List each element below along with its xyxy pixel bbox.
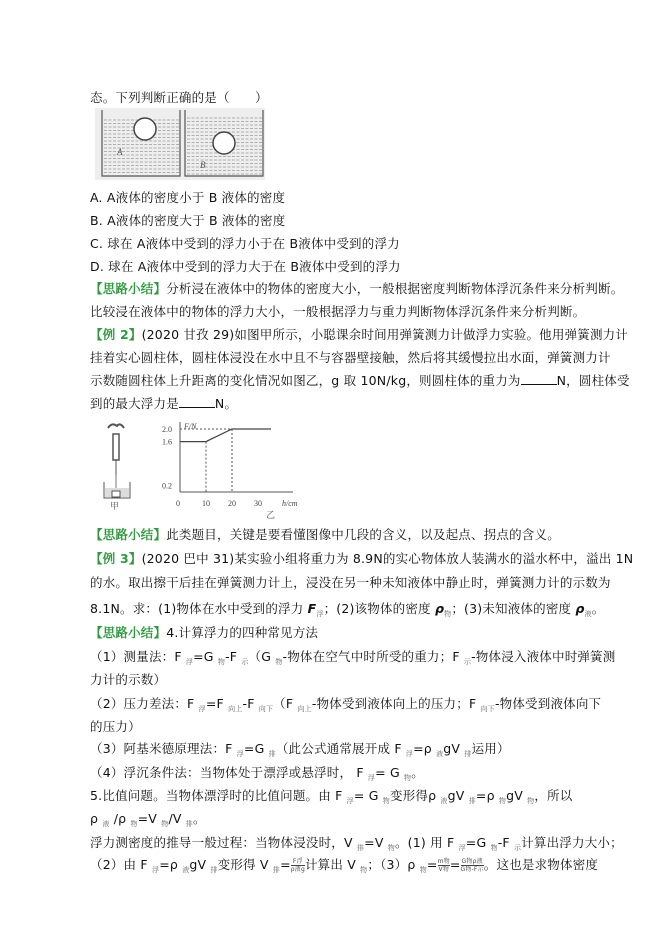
text-segment: 。(1) 用 F — [394, 835, 459, 850]
text-segment: = — [449, 857, 461, 872]
text-segment: （G — [248, 649, 276, 664]
text-segment: A. A液体的密度小于 B 液体的密度 — [90, 190, 286, 205]
text-segment: 力计的示数） — [90, 672, 167, 687]
text-segment: ρ — [90, 811, 103, 826]
text-segment: ρ — [575, 601, 585, 616]
section-tag: 【例 3】 — [90, 551, 142, 566]
text-segment: = G — [353, 788, 383, 803]
answer-blank — [179, 397, 215, 408]
text-segment: N。 — [214, 396, 238, 411]
label-yi: 乙 — [266, 510, 276, 520]
text-segment: =F — [205, 696, 229, 711]
text-segment: ；(3)未知液体的密度 — [451, 601, 576, 616]
subscript: 浮 — [316, 610, 324, 618]
text-line — [90, 786, 572, 806]
fraction-num: F浮 — [291, 858, 305, 866]
subscript: 物 — [404, 774, 412, 782]
subscript: 浮 — [346, 797, 354, 805]
fraction-den: ρ液g — [290, 866, 305, 873]
fraction — [461, 858, 484, 873]
text-segment: gV — [447, 788, 469, 803]
fraction — [291, 858, 305, 873]
text-segment: B. A液体的密度大于 B 液体的密度 — [90, 213, 286, 228]
text-line — [90, 739, 510, 759]
text-segment: 5.比值问题。当物体漂浮时的比值问题。由 F — [90, 788, 347, 803]
section-tag: 【思路小结】 — [90, 281, 167, 296]
subscript: 向下 — [258, 705, 274, 713]
text-line — [90, 302, 585, 320]
subscript: 排 — [356, 844, 365, 852]
text-segment: 浮力测密度的推导一般过程：当物体浸没时，V — [90, 835, 357, 850]
subscript: 浮 — [236, 750, 244, 758]
subscript: 液 — [584, 610, 592, 618]
text-segment: -F — [497, 835, 514, 850]
text-line — [90, 647, 616, 667]
text-segment: =ρ — [475, 788, 499, 803]
text-segment: 。 — [591, 601, 605, 616]
text-line — [90, 549, 633, 567]
text-segment: -物体受到液体向下 — [494, 696, 602, 711]
subscript: 液 — [436, 750, 444, 758]
subscript: 液 — [440, 797, 448, 805]
text-line — [90, 809, 206, 829]
text-line — [90, 348, 611, 366]
fraction-num: G物ρ液 — [461, 858, 483, 865]
text-line — [90, 717, 141, 735]
text-segment: =V — [364, 835, 388, 850]
text-line — [90, 599, 604, 619]
text-segment: 变形得 V — [217, 857, 273, 872]
x-axis-label: h/cm — [282, 499, 298, 508]
subscript: 向上 — [228, 705, 243, 713]
x-tick-label: 20 — [228, 499, 236, 508]
text-line — [90, 279, 623, 297]
text-segment: 态。下列判断正确的是（ ） — [90, 90, 268, 105]
subscript: 向下 — [480, 705, 495, 713]
text-segment: gV — [506, 788, 528, 803]
text-segment: D. 球在 A液体中受到的浮力大于在 B液体中受到的浮力 — [90, 259, 401, 274]
text-segment: 运用） — [471, 741, 510, 756]
y-axis-label: F/N — [184, 422, 197, 431]
text-segment: （此公式通常展开成 F — [275, 741, 406, 756]
text-segment: -物体在空气中时所受的重力；F — [282, 649, 464, 664]
text-line — [90, 394, 237, 412]
subscript: 液 — [182, 866, 190, 874]
section-tag: 【例 2】 — [90, 327, 142, 342]
subscript: 浮 — [405, 750, 414, 758]
subscript: 示 — [514, 844, 522, 852]
subscript: 物 — [275, 658, 283, 666]
text-line — [90, 234, 400, 252]
subscript: 物 — [382, 797, 390, 805]
subscript: 浮 — [152, 866, 160, 874]
text-segment: =G — [465, 835, 491, 850]
subscript: 排 — [185, 820, 193, 828]
subscript: 物 — [527, 797, 535, 805]
text-segment: =ρ — [413, 741, 437, 756]
subscript: 物 — [387, 844, 395, 852]
fraction — [438, 858, 450, 873]
text-segment: 的水。取出擦干后挂在弹簧测力计上，浸没在另一种未知液体中静止时，弹簧测力计的示数为 — [90, 575, 611, 590]
text-segment: -F — [225, 649, 242, 664]
text-segment: = — [426, 857, 438, 872]
text-segment: ，所以 — [534, 788, 573, 803]
subscript: 排 — [468, 797, 476, 805]
y-tick-label: 0.2 — [162, 481, 172, 491]
text-segment: (2020 巴中 31)某实验小组将重力为 8.9N的实心物体放人装满水的溢水杯中，溢出 1N — [141, 551, 634, 566]
text-segment: 。 — [411, 765, 424, 780]
text-line — [90, 325, 628, 343]
text-line — [90, 88, 268, 106]
subscript: 排 — [464, 750, 472, 758]
force-height-graph — [160, 420, 310, 520]
text-segment: -F — [242, 696, 259, 711]
subscript: 物 — [161, 820, 169, 828]
text-line — [90, 623, 318, 641]
subscript: 物 — [498, 797, 507, 805]
text-segment: 比较浸在液体中的物体的浮力大小，一般根据浮力与重力判断物体浮沉条件来分析判断。 — [90, 304, 586, 319]
fraction-den: G物-F示 — [460, 866, 484, 873]
answer-blank — [521, 374, 557, 385]
text-segment: 4.计算浮力的四种常见方法 — [166, 625, 319, 640]
text-segment: F — [307, 601, 317, 616]
subscript: 物 — [419, 866, 427, 874]
text-segment: 。 — [192, 811, 206, 826]
subscript: 示 — [463, 658, 472, 666]
text-segment: ρ — [434, 601, 445, 616]
x-tick-label: 0 — [176, 499, 180, 508]
subscript: 浮 — [458, 844, 466, 852]
text-line — [90, 573, 611, 591]
text-segment: (2020 甘孜 29)如图甲所示，小聪课余时间用弹簧测力计做浮力实验。他用弹簧测力计 — [141, 327, 629, 342]
y-tick-label: 2.0 — [162, 425, 172, 434]
subscript: 排 — [272, 866, 281, 874]
label-b: B — [200, 160, 206, 170]
fraction-num: m物 — [437, 858, 450, 865]
text-segment: 示数随圆柱体上升距离的变化情况如图乙，g 取 10N/kg，则圆柱体的重力为 — [90, 373, 521, 388]
text-line — [90, 188, 285, 206]
text-segment: = G — [375, 765, 405, 780]
text-line — [90, 525, 560, 543]
text-line — [90, 855, 598, 875]
text-segment: gV — [189, 857, 211, 872]
subscript: 示 — [241, 658, 249, 666]
subscript: 向上 — [297, 705, 312, 713]
text-line — [90, 694, 601, 714]
subscript: 排 — [268, 750, 276, 758]
text-segment: = — [280, 857, 291, 872]
text-segment: gV — [443, 741, 465, 756]
label-a: A — [117, 147, 123, 157]
text-segment: 此类题目，关键是要看懂图像中几段的含义，以及起点、拐点的含义。 — [166, 527, 560, 542]
text-segment: （2）由 F — [90, 857, 152, 872]
label-jia: 甲 — [110, 501, 120, 511]
text-line — [90, 670, 166, 688]
text-line — [90, 211, 285, 229]
subscript: 浮 — [185, 658, 194, 666]
subscript: 排 — [210, 866, 218, 874]
text-segment: （3）阿基米德原理法：F — [90, 741, 237, 756]
section-tag: 【思路小结】 — [90, 527, 167, 542]
text-segment: -物体浸入液体中时弹簧测 — [471, 649, 616, 664]
subscript: 物 — [130, 820, 138, 828]
text-segment: N，圆柱体受 — [556, 373, 630, 388]
text-segment: =G — [193, 649, 218, 664]
text-line — [90, 833, 623, 853]
text-segment: ；(2)该物体的密度 — [323, 601, 435, 616]
text-segment: 到的最大浮力是 — [90, 396, 179, 411]
text-segment: （F — [273, 696, 298, 711]
subscript: 物 — [490, 844, 498, 852]
text-segment: （1）测量法：F — [90, 649, 186, 664]
text-line — [90, 257, 401, 275]
subscript: 物 — [444, 610, 452, 618]
text-segment: =G — [243, 741, 269, 756]
text-segment: 变形得ρ — [390, 788, 441, 803]
x-tick-label: 10 — [202, 499, 210, 508]
section-tag: 【思路小结】 — [90, 625, 167, 640]
beakers-figure — [95, 108, 265, 180]
text-line — [90, 371, 630, 389]
y-tick-label: 1.6 — [162, 437, 172, 447]
subscript: 浮 — [198, 705, 206, 713]
subscript: 液 — [102, 820, 110, 828]
subscript: 物 — [217, 658, 226, 666]
text-segment: （4）浮沉条件法：当物体处于漂浮或悬浮时， F — [90, 765, 368, 780]
text-segment: -物体受到液体向上的压力；F — [311, 696, 481, 711]
text-segment: 计算出浮力大小； — [521, 835, 623, 850]
text-segment: 8.1N。求：(1)物体在水中受到的浮力 — [90, 601, 308, 616]
text-segment: 挂着实心圆柱体，圆柱体浸没在水中且不与容器壁接触，然后将其缓慢拉出水面，弹簧测力计 — [90, 350, 611, 365]
text-segment: /V — [168, 811, 186, 826]
text-segment: ；（3）ρ — [367, 857, 420, 872]
x-tick-label: 30 — [254, 499, 262, 508]
text-segment: 分析浸在液体中的物体的密度大小，一般根据密度判断物体浮沉条件来分析判断。 — [166, 281, 624, 296]
text-segment: 的压力） — [90, 719, 141, 734]
text-segment: =V — [137, 811, 162, 826]
text-segment: （2）压力差法：F — [90, 696, 199, 711]
text-segment: 。这也是求物体密度 — [483, 857, 599, 872]
text-segment: /ρ — [109, 811, 131, 826]
text-line — [90, 763, 424, 783]
subscript: 浮 — [367, 774, 376, 782]
subscript: 物 — [360, 866, 368, 874]
text-segment: =ρ — [159, 857, 183, 872]
fraction-den: V物 — [438, 866, 449, 873]
spring-scale-figure — [100, 420, 140, 510]
text-segment: C. 球在 A液体中受到的浮力小于在 B液体中受到的浮力 — [90, 236, 400, 251]
text-segment: 计算出 V — [304, 857, 361, 872]
